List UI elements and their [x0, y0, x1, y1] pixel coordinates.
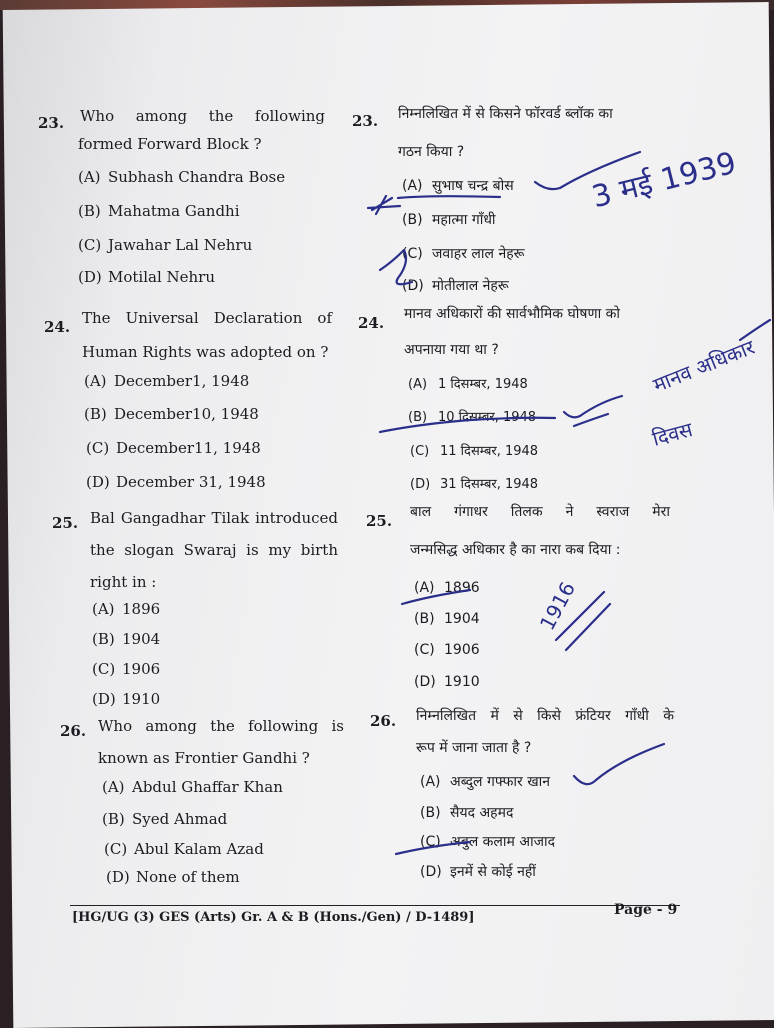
question-number: 23. — [352, 112, 379, 130]
option-label: (C) — [104, 840, 128, 858]
option-text: December1, 1948 — [114, 372, 250, 390]
option-b — [84, 405, 259, 423]
option-d — [420, 862, 536, 881]
option-text: 10 दिसम्बर, 1948 — [438, 410, 537, 425]
question-stem-line: formed Forward Block ? — [78, 135, 262, 153]
option-text: Motilal Nehru — [108, 268, 216, 286]
option-text: Abul Kalam Azad — [134, 840, 264, 858]
question-number: 24. — [358, 314, 385, 332]
option-b — [102, 810, 227, 828]
question-stem-line: The Universal Declaration of — [82, 309, 332, 327]
option-c — [402, 244, 525, 263]
footer-code: [HG/UG (3) GES (Arts) Gr. A & B (Hons./Gen) / D-1489] — [72, 910, 475, 925]
question-number: 23. — [38, 114, 65, 132]
option-label: (B) — [92, 630, 115, 648]
option-label: (B) — [420, 805, 441, 821]
option-text: Abdul Ghaffar Khan — [132, 778, 283, 796]
option-label: (A) — [84, 372, 107, 390]
option-label: (D) — [420, 864, 442, 880]
option-text: Syed Ahmad — [132, 810, 228, 828]
option-d — [92, 690, 160, 708]
option-a — [414, 580, 480, 596]
option-c — [414, 642, 480, 658]
question-stem-line: जन्मसिद्ध अधिकार है का नारा कब दिया : — [410, 542, 621, 558]
option-text: December10, 1948 — [114, 405, 259, 423]
option-text: सुभाष चन्द्र बोस — [432, 178, 514, 194]
question-number: 25. — [52, 514, 79, 532]
option-b — [408, 407, 536, 425]
option-text: इनमें से कोई नहीं — [450, 864, 536, 880]
question-stem-line: Who among the following is — [98, 717, 344, 735]
option-d — [402, 276, 509, 295]
option-text: 1896 — [444, 580, 480, 596]
question-stem-line: the slogan Swaraj is my birth — [90, 541, 338, 559]
option-label: (B) — [78, 202, 101, 220]
handwritten-note: मानव अधिकार — [649, 334, 758, 398]
option-text: 1904 — [444, 611, 480, 627]
option-text: None of them — [136, 868, 240, 886]
option-text: 11 दिसम्बर, 1948 — [440, 444, 539, 459]
page-number: Page - 9 — [614, 902, 678, 918]
question-stem-line: निम्नलिखित में से किसे फ्रंटियर गाँधी के — [416, 708, 674, 724]
option-text: मोतीलाल नेहरू — [432, 278, 509, 294]
option-label: (D) — [410, 477, 431, 492]
question-stem-line: known as Frontier Gandhi ? — [98, 749, 310, 767]
option-label: (B) — [84, 405, 107, 423]
question-stem-line: अपनाया गया था ? — [404, 342, 499, 358]
option-text: December11, 1948 — [116, 439, 261, 457]
option-d — [410, 474, 538, 492]
option-a — [92, 600, 160, 618]
handwritten-date-note: 3 मई 1939 — [588, 145, 740, 216]
option-b — [420, 803, 513, 822]
option-text: Mahatma Gandhi — [108, 202, 240, 220]
option-b — [92, 630, 160, 648]
option-c — [92, 660, 160, 678]
option-text: 1910 — [444, 674, 480, 690]
option-c — [104, 840, 264, 858]
question-stem-line: Who among the following — [80, 107, 325, 125]
option-label: (A) — [92, 600, 115, 618]
question-stem-line: मानव अधिकारों की सार्वभौमिक घोषणा को — [404, 306, 621, 322]
option-c — [410, 441, 538, 459]
question-stem-line: Bal Gangadhar Tilak introduced — [90, 509, 338, 527]
option-label: (D) — [414, 674, 436, 690]
question-stem-line: निम्नलिखित में से किसने फॉरवर्ड ब्लॉक का — [398, 106, 613, 122]
option-a — [78, 168, 285, 186]
option-a — [102, 778, 283, 796]
option-text: 1 दिसम्बर, 1948 — [438, 377, 528, 392]
option-d — [78, 268, 215, 286]
question-stem-line: right in : — [90, 573, 157, 591]
option-label: (B) — [414, 611, 435, 627]
option-label: (A) — [420, 774, 441, 790]
option-text: महात्मा गाँधी — [432, 212, 496, 228]
option-text: 1906 — [122, 660, 161, 678]
option-text: December 31, 1948 — [116, 473, 266, 491]
option-d — [86, 473, 266, 491]
handwritten-year-note: 1916 — [534, 577, 580, 635]
option-label: (D) — [92, 690, 116, 708]
option-label: (A) — [78, 168, 101, 186]
option-label: (B) — [408, 410, 428, 425]
option-text: सैयद अहमद — [450, 805, 514, 821]
option-label: (C) — [86, 439, 110, 457]
question-number: 26. — [60, 722, 87, 740]
option-a — [84, 372, 249, 390]
option-label: (A) — [414, 580, 435, 596]
option-c — [420, 832, 555, 851]
option-c — [78, 236, 252, 254]
option-d — [414, 674, 480, 690]
footer-rule — [70, 905, 680, 906]
option-text: Subhash Chandra Bose — [108, 168, 286, 186]
option-b — [414, 611, 480, 627]
option-label: (C) — [78, 236, 102, 254]
option-text: 31 दिसम्बर, 1948 — [440, 477, 539, 492]
option-label: (C) — [402, 246, 423, 262]
option-text: जवाहर लाल नेहरू — [432, 246, 525, 262]
option-label: (A) — [408, 377, 428, 392]
handwritten-note: दिवस — [649, 417, 695, 451]
option-label: (A) — [102, 778, 125, 796]
option-label: (B) — [402, 212, 423, 228]
option-label: (C) — [420, 834, 441, 850]
option-text: 1896 — [122, 600, 161, 618]
option-a — [402, 176, 514, 195]
option-c — [86, 439, 261, 457]
question-stem-line: गठन किया ? — [398, 144, 465, 160]
option-a — [420, 772, 550, 791]
option-label: (B) — [102, 810, 125, 828]
option-a — [408, 374, 528, 392]
question-stem-line: रूप में जाना जाता है ? — [416, 740, 532, 756]
option-b — [402, 210, 496, 229]
option-d — [106, 868, 240, 886]
option-label: (C) — [414, 642, 435, 658]
option-label: (D) — [402, 278, 424, 294]
question-number: 25. — [366, 512, 393, 530]
option-text: अबुल कलाम आजाद — [450, 834, 556, 850]
option-text: Jawahar Lal Nehru — [108, 236, 253, 254]
option-label: (D) — [86, 473, 110, 491]
question-number: 24. — [44, 318, 71, 336]
option-label: (D) — [78, 268, 102, 286]
option-b — [78, 202, 240, 220]
option-label: (C) — [410, 444, 430, 459]
question-number: 26. — [370, 712, 397, 730]
question-stem-line: Human Rights was adopted on ? — [82, 343, 329, 361]
option-text: 1910 — [122, 690, 161, 708]
option-text: अब्दुल गफ्फार खान — [450, 774, 551, 790]
option-text: 1904 — [122, 630, 161, 648]
option-label: (A) — [402, 178, 423, 194]
option-label: (D) — [106, 868, 130, 886]
option-text: 1906 — [444, 642, 480, 658]
option-label: (C) — [92, 660, 116, 678]
question-stem-line: बाल गंगाधर तिलक ने स्वराज मेरा — [410, 504, 670, 520]
